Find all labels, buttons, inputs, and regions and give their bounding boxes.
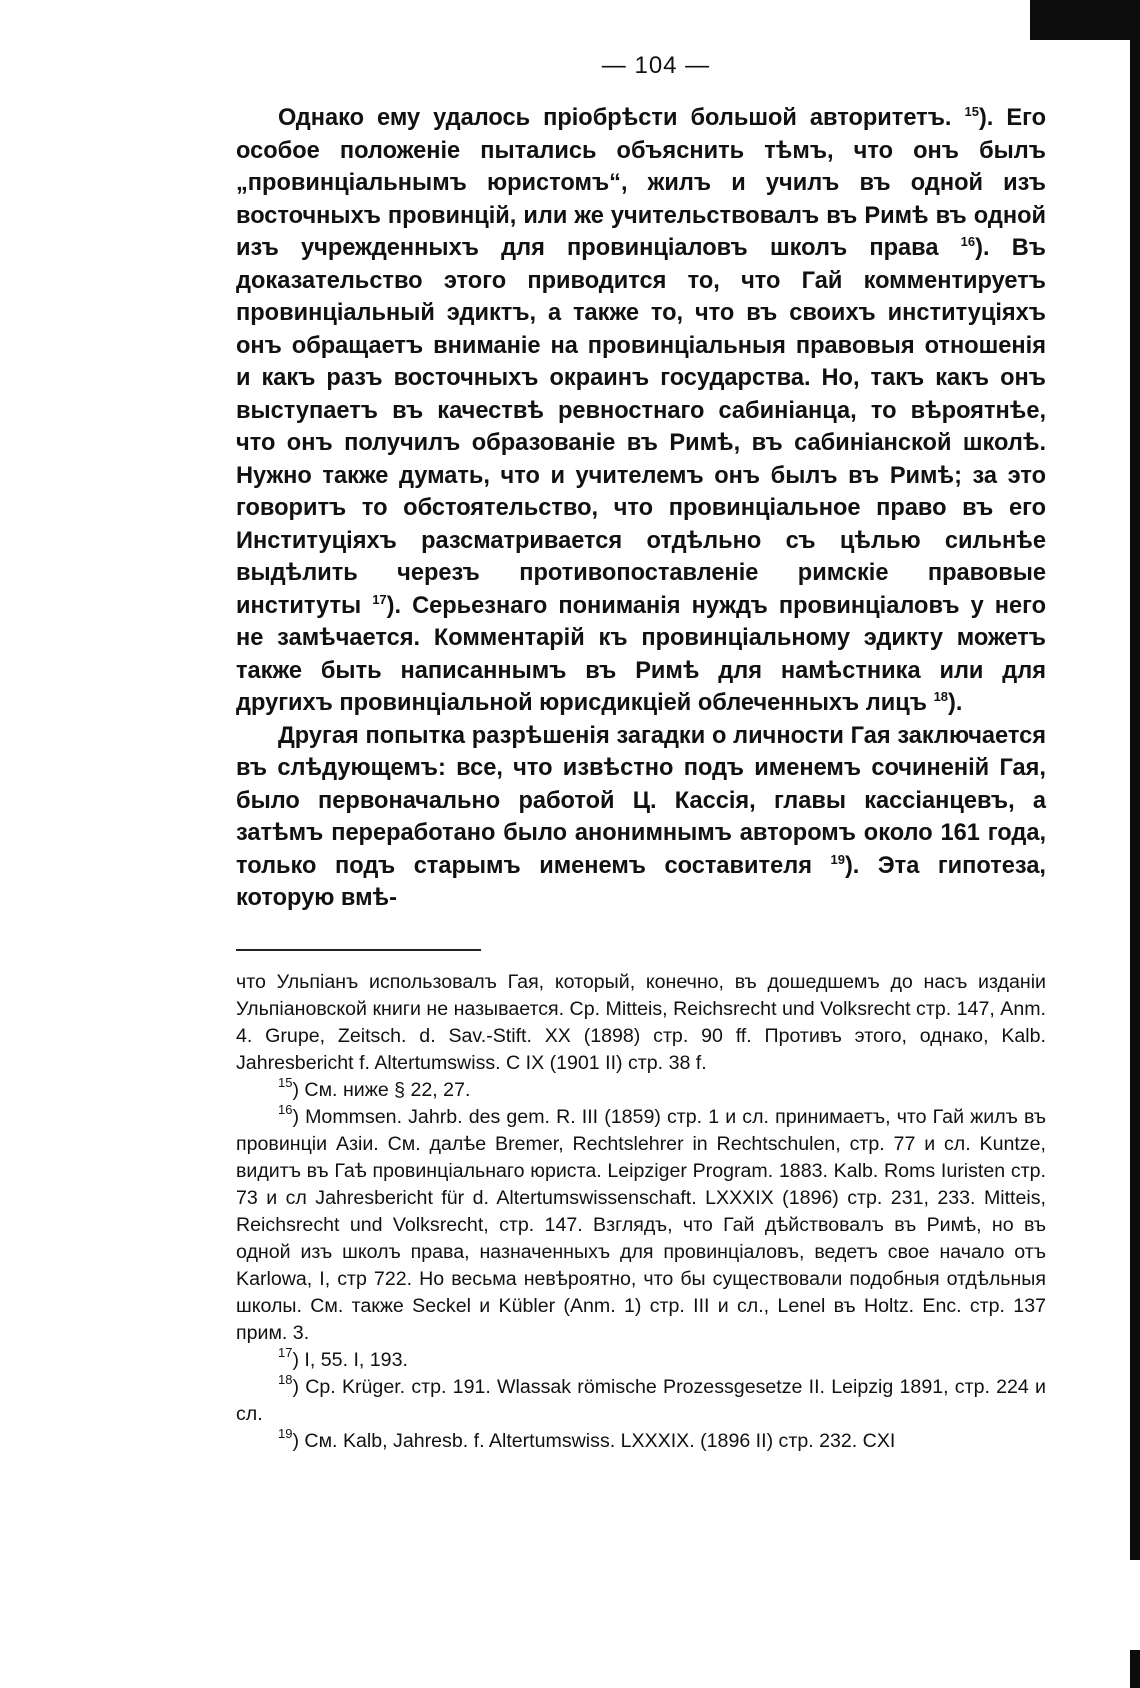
footnote-ref-18: 18 xyxy=(933,689,949,704)
main-paragraph-1: Однако ему удалось пріобрѣсти большой авторитетъ. $^{15}$). Его особое положеніе пытались объяснить тѣмъ, что онъ былъ „провинціальнымъ юристомъ“, жилъ и училъ въ одной изъ восточныхъ провинцій, или же учительствовалъ въ Римѣ въ одной изъ учрежденныхъ для провинціаловъ школъ права $^{16}$). Въ доказательство этого приводится то, что Гай комментируетъ провинціальный эдиктъ, а также то, что въ своихъ институціяхъ онъ обращаетъ вниманіе на провинціальныя правовыя отношенія и какъ разъ восточныхъ окраинъ государства. Но, такъ какъ онъ выступаетъ въ качествѣ ревностнаго сабиніанца, то вѣроятнѣе, что онъ получилъ образованіе въ Римѣ, въ сабиніанской школѣ. Нужно также думать, что и учителемъ онъ былъ въ Римѣ; за это говоритъ то обстоятельство, что провинціальное право въ его Институціяхъ разсматривается отдѣльно съ цѣлью сильнѣе выдѣлить черезъ противопоставленіе римскіе правовые институты $^{17}$). Серьезнаго пониманія нуждъ провинціаловъ у него не замѣчается. Комментарій къ провинціальному эдикту можетъ также быть написаннымъ въ Римѣ для намѣстника или для другихъ провинціальной юрисдикціей облеченныхъ лицъ $^{18}$). xyxy=(236,104,1047,716)
footnote-15: $^{15}$) См. ниже § 22, 27. xyxy=(278,1074,471,1101)
scan-edge-right xyxy=(1130,0,1140,1688)
footnote-ref-15: 15 xyxy=(278,1074,293,1090)
footnote-16: $^{16}$) Mommsen. Jahrb. des gem. R. III (1859) стр. 1 и сл. принимаетъ, что Гай жилъ въ провинціи Азіи. См. далѣе Bremer, Rechtslehrer in Rechtschulen, стр. 77 и сл. Kuntze, видитъ въ Гаѣ провинціальнаго юриста. Leipziger Program. 1883. Kalb. Roms Iuristen стр. 73 и сл Jahresbericht für d. Altertumswissenschaft. LXXXIX (1896) стр. 231, 233. Mitteis, Reichsrecht und Volksrecht, стр. 147. Взглядъ, что Гай дѣйствовалъ въ Римѣ, но въ одной изъ школъ права, назначенныхъ для провинціаловъ, ведетъ свое начало отъ Karlowa, I, стр 722. Но весьма невѣроятно, что бы существовали подобныя отдѣльныя школы. См. также Seckel и Kübler (Anm. 1) стр. III и сл., Lenel въ Holtz. Enc. стр. 137 прим. 3. xyxy=(236,1101,1046,1344)
footnote-ref-15: 15 xyxy=(964,104,979,119)
footnote-ref-16: 16 xyxy=(960,234,976,249)
page-number: — 104 — xyxy=(601,52,711,79)
main-text xyxy=(236,102,1046,915)
footnote-ref-17: 17 xyxy=(278,1344,293,1360)
footnote-divider xyxy=(236,949,481,951)
main-paragraph-2: Другая попытка разрѣшенія загадки о личности Гая заключается въ слѣдующемъ: все, что извѣстно подъ именемъ сочиненій Гая, было первоначально работой Ц. Кассія, главы кассіанцевъ, а затѣмъ переработано было анонимнымъ авторомъ около 161 года, только подъ старымъ именемъ составителя $^{19}$). Эта гипотеза, которую вмѣ- xyxy=(236,722,1046,911)
footnote-ref-16: 16 xyxy=(278,1101,293,1117)
document-page xyxy=(236,52,1046,1455)
footnote-19: $^{19}$) См. Kalb, Jahresb. f. Altertumswiss. LXXXIX. (1896 II) стр. 232. CXI xyxy=(278,1425,896,1452)
footnote-ref-18: 18 xyxy=(278,1371,293,1387)
footnote-ref-17: 17 xyxy=(372,591,387,607)
footnote-ref-19: 19 xyxy=(278,1425,293,1441)
footnote-continuation: что Ульпіанъ использовалъ Гая, который, конечно, въ дошедшемъ до насъ изданіи Ульпіановской книги не называется. Ср. Mitteis, Reichsrecht und Volksrecht стр. 147, Anm. 4. Grupe, Zeitsch. d. Sav.-Stift. XX (1898) стр. 90 ff. Противъ этого, однако, Kalb. Jahresbericht f. Altertumswiss. C IX (1901 II) стр. 38 f. xyxy=(236,970,1046,1074)
footnote-ref-19: 19 xyxy=(830,851,845,867)
footnotes xyxy=(236,969,1046,1455)
scan-edge-gap xyxy=(1130,1560,1140,1650)
footnote-17: $^{17}$) I, 55. I, 193. xyxy=(278,1344,408,1371)
scan-edge-top xyxy=(1030,0,1140,40)
footnote-18: $^{18}$) Ср. Krüger. стр. 191. Wlassak römische Prozessgesetze II. Leipzig 1891, стр. 224 и сл. xyxy=(236,1371,1046,1425)
